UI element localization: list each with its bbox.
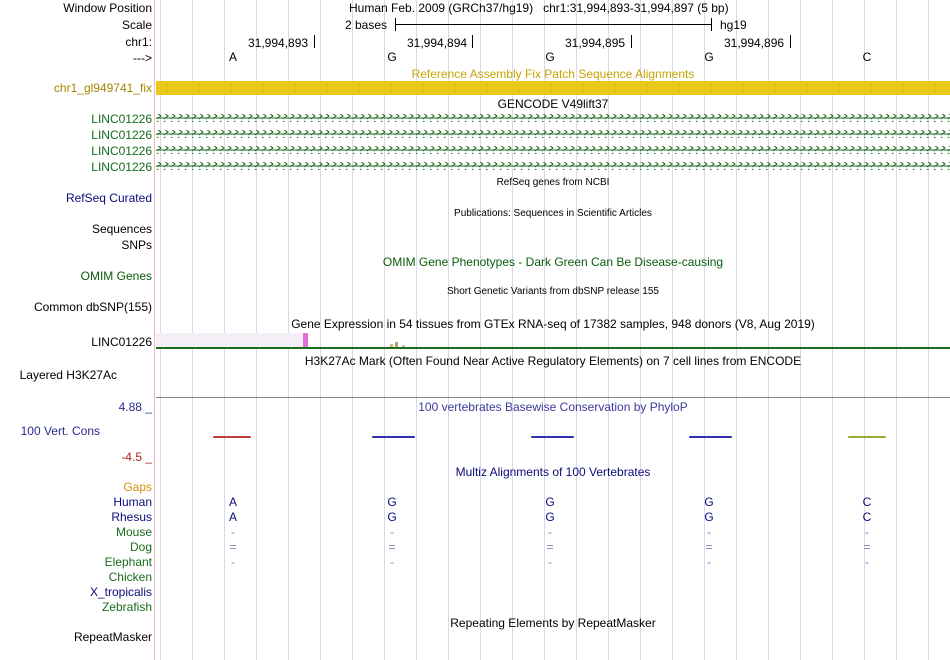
phylop-top-line — [156, 397, 950, 398]
omim-label[interactable]: OMIM Genes — [80, 269, 152, 283]
multiz-chicken-label[interactable]: Chicken — [108, 570, 152, 584]
gtex-bar-2[interactable] — [390, 344, 393, 347]
scale-value: 2 bases — [345, 18, 388, 32]
mouse-base-2: - — [390, 525, 394, 539]
position-readout[interactable]: chr1:31,994,893-31,994,897 (5 bp) — [543, 1, 729, 15]
repeatmasker-track-title: Repeating Elements by RepeatMasker — [450, 616, 656, 630]
base-1: A — [228, 50, 237, 64]
fix-patch-bar[interactable] — [156, 81, 950, 95]
phylop-track-title: 100 vertebrates Basewise Conservation by PhyloP — [418, 400, 688, 414]
refseq-label[interactable]: RefSeq Curated — [65, 191, 152, 205]
human-base-1: A — [228, 495, 237, 509]
mouse-base-5: - — [865, 525, 869, 539]
base-5: C — [862, 50, 872, 64]
sequences-label[interactable]: Sequences — [91, 222, 152, 236]
multiz-xtropicalis-label[interactable]: X_tropicalis — [89, 585, 152, 599]
multiz-dog-label[interactable]: Dog — [129, 540, 152, 554]
elephant-base-5: - — [865, 555, 869, 569]
fix-patch-track-title: Reference Assembly Fix Patch Sequence Alignments — [411, 67, 695, 81]
human-base-4: G — [704, 495, 714, 509]
mouse-base-4: - — [707, 525, 711, 539]
multiz-human-label[interactable]: Human — [113, 495, 152, 509]
scale-bar — [395, 24, 712, 25]
scale-bar-right-tick — [711, 18, 712, 31]
dog-base-2: = — [388, 540, 396, 554]
gtex-bar-4[interactable] — [402, 345, 405, 347]
rhesus-base-5: C — [862, 510, 872, 524]
dog-base-5: = — [863, 540, 871, 554]
gtex-bar-3[interactable] — [395, 342, 398, 347]
strand-label: ---> — [133, 51, 152, 65]
gencode-track-title: GENCODE V49lift37 — [497, 97, 609, 111]
coord-4: 31,994,896 — [724, 36, 785, 50]
dog-base-3: = — [546, 540, 554, 554]
h3k27ac-track-title: H3K27Ac Mark (Often Found Near Active Regulatory Elements) on 7 cell lines from ENCODE — [304, 354, 802, 368]
phylop-label[interactable]: 100 Vert. Cons — [20, 424, 100, 438]
gtex-bar-1[interactable] — [303, 333, 308, 347]
rhesus-base-2: G — [387, 510, 397, 524]
scale-db: hg19 — [720, 18, 747, 32]
multiz-rhesus-label[interactable]: Rhesus — [111, 510, 152, 524]
multiz-mouse-label[interactable]: Mouse — [115, 525, 152, 539]
dbsnp-label[interactable]: Common dbSNP(155) — [33, 300, 152, 314]
mouse-base-3: - — [548, 525, 552, 539]
rhesus-base-3: G — [545, 510, 555, 524]
gtex-track-title: Gene Expression in 54 tissues from GTEx RNA-seq of 17382 samples, 948 donors (V8, Aug 2019) — [291, 317, 815, 331]
multiz-gaps-label[interactable]: Gaps — [123, 480, 152, 494]
dog-base-4: = — [705, 540, 713, 554]
assembly-name: Human Feb. 2009 (GRCh37/hg19) — [349, 1, 534, 15]
window-position-label: Window Position — [63, 1, 152, 15]
repeatmasker-label[interactable]: RepeatMasker — [73, 630, 152, 644]
phylop-mark-3[interactable] — [531, 436, 574, 438]
dbsnp-track-title: Short Genetic Variants from dbSNP release 155 — [447, 286, 659, 297]
gtex-label[interactable]: LINC01226 — [91, 335, 152, 349]
refseq-track-title: RefSeq genes from NCBI — [496, 177, 610, 188]
h3k27ac-label[interactable]: Layered H3K27Ac — [19, 368, 117, 382]
gencode-item-1[interactable]: LINC01226 — [91, 112, 152, 126]
multiz-zebrafish-label[interactable]: Zebrafish — [101, 600, 152, 614]
phylop-mark-1[interactable] — [213, 436, 251, 438]
snps-label[interactable]: SNPs — [121, 238, 152, 252]
assembly-title — [349, 1, 729, 15]
base-4: G — [704, 50, 714, 64]
multiz-elephant-label[interactable]: Elephant — [104, 555, 152, 569]
phylop-min-label: -4.5 _ — [121, 450, 152, 464]
coord-tick-1 — [314, 35, 315, 48]
chrom-label: chr1: — [125, 35, 152, 49]
phylop-mark-2[interactable] — [372, 436, 415, 438]
scale-label: Scale — [121, 18, 152, 32]
coord-tick-4 — [790, 35, 791, 48]
coord-1: 31,994,893 — [248, 36, 309, 50]
phylop-mark-5[interactable] — [848, 436, 886, 438]
elephant-base-3: - — [548, 555, 552, 569]
base-2: G — [387, 50, 397, 64]
human-base-3: G — [545, 495, 555, 509]
rhesus-base-4: G — [704, 510, 714, 524]
multiz-track-title: Multiz Alignments of 100 Vertebrates — [455, 465, 651, 479]
omim-track-title: OMIM Gene Phenotypes - Dark Green Can Be Disease-causing — [382, 255, 724, 269]
coord-3: 31,994,895 — [565, 36, 626, 50]
scale-bar-left-tick — [395, 18, 396, 31]
rhesus-base-1: A — [228, 510, 237, 524]
elephant-base-2: - — [390, 555, 394, 569]
gencode-item-3[interactable]: LINC01226 — [91, 144, 152, 158]
publications-track-title: Publications: Sequences in Scientific Articles — [454, 208, 652, 219]
base-3: G — [545, 50, 555, 64]
coord-2: 31,994,894 — [407, 36, 468, 50]
phylop-mark-4[interactable] — [689, 436, 732, 438]
mouse-base-1: - — [231, 525, 235, 539]
fix-patch-label[interactable]: chr1_gl949741_fix — [53, 81, 152, 95]
human-base-5: C — [862, 495, 872, 509]
elephant-base-1: - — [231, 555, 235, 569]
gtex-shade — [156, 333, 306, 347]
human-base-2: G — [387, 495, 397, 509]
coord-tick-3 — [631, 35, 632, 48]
gtex-baseline — [156, 347, 950, 349]
gencode-item-4[interactable]: LINC01226 — [91, 160, 152, 174]
coord-tick-2 — [472, 35, 473, 48]
phylop-max-label: 4.88 _ — [118, 400, 152, 414]
gencode-gene-arrows[interactable] — [156, 112, 950, 176]
dog-base-1: = — [229, 540, 237, 554]
label-divider — [154, 0, 155, 660]
elephant-base-4: - — [707, 555, 711, 569]
gencode-item-2[interactable]: LINC01226 — [91, 128, 152, 142]
